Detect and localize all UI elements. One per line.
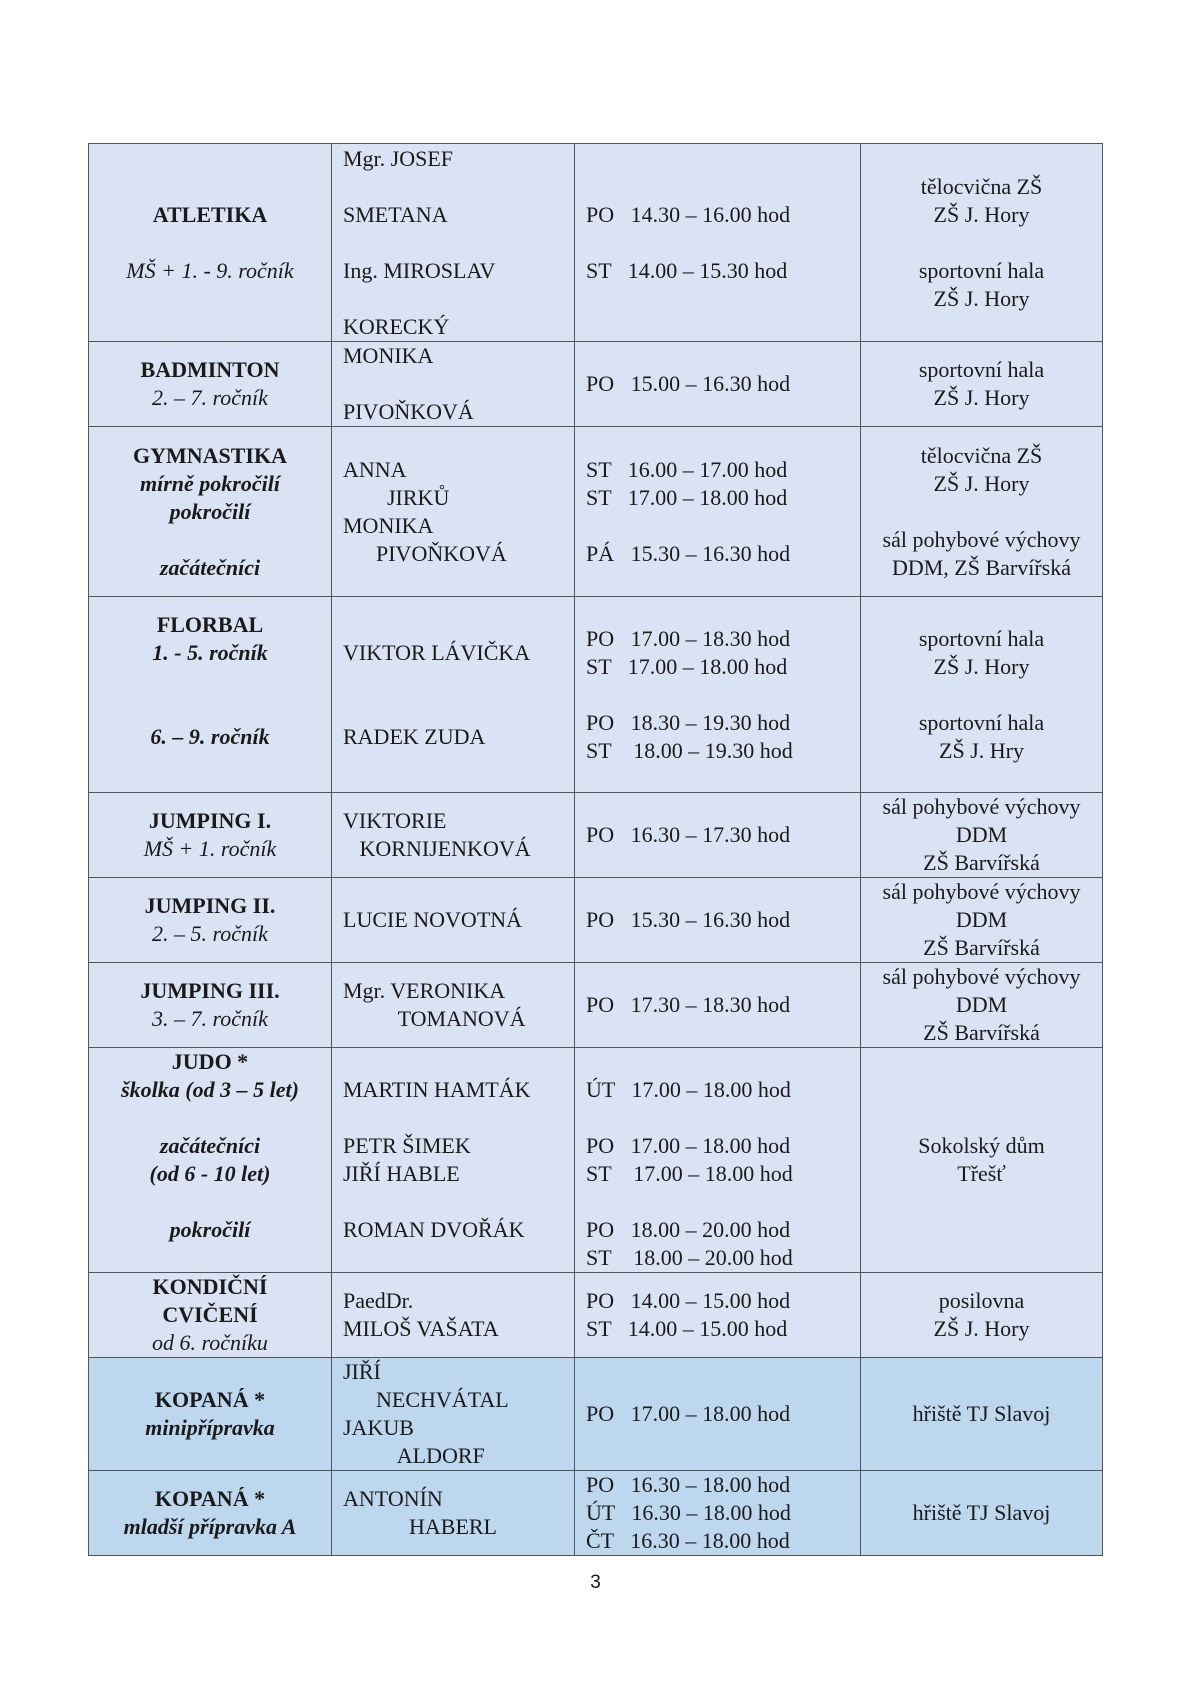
cell-line: ZŠ J. Hry [939, 737, 1024, 763]
cell-line: PO 17.00 – 18.00 hod [586, 1133, 791, 1158]
cell-line [861, 229, 1102, 257]
location-cell [861, 1358, 1103, 1471]
cell-line [586, 1188, 860, 1216]
activity-cell [89, 597, 332, 793]
cell-line [89, 1104, 331, 1132]
cell-line [89, 667, 331, 695]
cell-line: DDM [955, 822, 1008, 847]
activity-cell [89, 878, 332, 963]
cell-line: sportovní hala [918, 257, 1045, 283]
cell-line: sál pohybové výchovy [882, 879, 1081, 904]
cell-line: ČT 16.30 – 18.00 hod [586, 1528, 790, 1553]
cell-line [586, 681, 860, 709]
cell-line: DDM [955, 907, 1008, 932]
cell-line: 1. - 5. ročník [152, 639, 268, 665]
location-cell [861, 1273, 1103, 1358]
cell-line: DDM [955, 992, 1008, 1017]
cell-line [861, 681, 1102, 709]
cell-line: JUMPING II. [144, 893, 276, 918]
cell-line: minipřípravka [145, 1415, 275, 1440]
cell-line: sál pohybové výchovy [882, 794, 1081, 819]
cell-line: Třešť [957, 1161, 1006, 1186]
cell-line [89, 695, 331, 723]
cell-line: Mgr. VERONIKA [343, 978, 506, 1003]
cell-line: ZŠ J. Hory [933, 1316, 1030, 1341]
cell-line: PO 18.00 – 20.00 hod [586, 1217, 791, 1242]
cell-line [586, 1048, 860, 1076]
cell-line: ZŠ J. Hory [933, 470, 1030, 496]
time-cell [575, 597, 861, 793]
instructor-cell [332, 144, 575, 342]
cell-line [343, 285, 574, 313]
cell-line [343, 1244, 574, 1272]
cell-line [343, 751, 574, 779]
cell-line: KORECKÝ [343, 313, 450, 339]
cell-line: ROMAN DVOŘÁK [343, 1217, 525, 1242]
cell-line: MILOŠ VAŠATA [343, 1316, 499, 1341]
cell-line: PaedDr. [343, 1288, 414, 1313]
time-cell [575, 427, 861, 597]
cell-line: TOMANOVÁ [343, 1006, 526, 1031]
cell-line: sál pohybové výchovy [882, 526, 1081, 552]
cell-line: PO 14.00 – 15.00 hod [586, 1288, 791, 1313]
cell-line: začátečníci [159, 554, 261, 580]
cell-line: ST 18.00 – 19.30 hod [586, 737, 793, 763]
cell-line [89, 229, 331, 257]
instructor-cell [332, 878, 575, 963]
cell-line [89, 1244, 331, 1272]
cell-line: JIŘÍ [343, 1359, 381, 1384]
cell-line: pokročilí [169, 498, 251, 524]
cell-line: DDM, ZŠ Barvířská [891, 554, 1072, 580]
cell-line: PO 17.00 – 18.00 hod [586, 1401, 791, 1426]
activity-cell [89, 793, 332, 878]
cell-line: ZŠ Barvířská [923, 935, 1040, 960]
instructor-cell [332, 427, 575, 597]
cell-line: ALDORF [343, 1443, 485, 1468]
schedule-table [88, 143, 1103, 1556]
cell-line: MŠ + 1. ročník [143, 836, 277, 861]
schedule-row [89, 793, 1103, 878]
cell-line [89, 751, 331, 779]
cell-line: ST 17.00 – 18.00 hod [586, 484, 788, 510]
cell-line: školka (od 3 – 5 let) [121, 1077, 299, 1102]
time-cell [575, 793, 861, 878]
cell-line: JUMPING I. [148, 808, 272, 833]
cell-line: GYMNASTIKA [132, 442, 287, 468]
activity-cell [89, 342, 332, 427]
location-cell [861, 144, 1103, 342]
cell-line: PO 17.30 – 18.30 hod [586, 992, 791, 1017]
cell-line: VIKTORIE [343, 808, 447, 833]
time-cell [575, 1358, 861, 1471]
cell-line [343, 229, 574, 257]
schedule-row [89, 1048, 1103, 1273]
cell-line [586, 229, 860, 257]
location-cell [861, 427, 1103, 597]
activity-cell [89, 963, 332, 1048]
instructor-cell [332, 793, 575, 878]
activity-cell [89, 1471, 332, 1556]
schedule-row [89, 427, 1103, 597]
cell-line: PO 15.00 – 16.30 hod [586, 371, 791, 396]
cell-line: tělocvična ZŠ [920, 442, 1043, 468]
cell-line: KOPANÁ * [154, 1486, 266, 1511]
cell-line: ANNA [343, 456, 407, 482]
cell-line: sportovní hala [918, 357, 1045, 382]
cell-line: sportovní hala [918, 709, 1045, 735]
time-cell [575, 342, 861, 427]
time-cell [575, 1048, 861, 1273]
cell-line: KOPANÁ * [154, 1387, 266, 1412]
instructor-cell [332, 597, 575, 793]
cell-line [89, 1188, 331, 1216]
cell-line: tělocvična ZŠ [920, 173, 1043, 199]
activity-cell [89, 427, 332, 597]
schedule-row [89, 1471, 1103, 1556]
cell-line: mírně pokročilí [140, 470, 280, 496]
cell-line [343, 173, 574, 201]
location-cell [861, 793, 1103, 878]
cell-line [343, 1104, 574, 1132]
cell-line [343, 1048, 574, 1076]
cell-line: Mgr. JOSEF [343, 145, 454, 171]
cell-line: VIKTOR LÁVIČKA [343, 639, 531, 665]
cell-line: HABERL [343, 1514, 497, 1539]
cell-line: Sokolský dům [918, 1133, 1045, 1158]
time-cell [575, 878, 861, 963]
cell-line: hřiště TJ Slavoj [912, 1500, 1051, 1525]
cell-line: ÚT 17.00 – 18.00 hod [586, 1077, 791, 1102]
cell-line: SMETANA [343, 201, 448, 227]
cell-line: začátečníci [159, 1133, 261, 1158]
cell-line: Ing. MIROSLAV [343, 257, 496, 283]
cell-line: KORNIJENKOVÁ [343, 836, 531, 861]
cell-line: ZŠ Barvířská [923, 850, 1040, 875]
cell-line [343, 370, 574, 398]
cell-line: PO 17.00 – 18.30 hod [586, 625, 791, 651]
cell-line: sál pohybové výchovy [882, 964, 1081, 989]
schedule-row [89, 1358, 1103, 1471]
cell-line: ST 17.00 – 18.00 hod [586, 653, 788, 679]
cell-line: ST 16.00 – 17.00 hod [586, 456, 788, 482]
cell-line: 2. – 7. ročník [152, 385, 268, 410]
cell-line: hřiště TJ Slavoj [912, 1401, 1051, 1426]
schedule-row [89, 144, 1103, 342]
cell-line [343, 695, 574, 723]
cell-line: JUMPING III. [140, 978, 280, 1003]
cell-line: PIVOŇKOVÁ [343, 399, 474, 424]
cell-line: JIŘÍ HABLE [343, 1161, 460, 1186]
cell-line: ST 14.00 – 15.00 hod [586, 1316, 788, 1341]
cell-line: ZŠ J. Hory [933, 201, 1030, 227]
cell-line: 2. – 5. ročník [152, 921, 268, 946]
cell-line: LUCIE NOVOTNÁ [343, 907, 523, 932]
activity-cell [89, 1358, 332, 1471]
cell-line [586, 1104, 860, 1132]
cell-line: ST 14.00 – 15.30 hod [586, 257, 788, 283]
cell-line [89, 173, 331, 201]
cell-line: PETR ŠIMEK [343, 1133, 471, 1158]
time-cell [575, 144, 861, 342]
cell-line: PO 14.30 – 16.00 hod [586, 201, 791, 227]
cell-line: PO 15.30 – 16.30 hod [586, 907, 791, 932]
cell-line: MŠ + 1. - 9. ročník [126, 257, 294, 283]
cell-line: mladší přípravka A [123, 1514, 297, 1539]
instructor-cell [332, 1273, 575, 1358]
activity-cell [89, 1048, 332, 1273]
cell-line: ÚT 16.30 – 18.00 hod [586, 1500, 791, 1525]
cell-line: MONIKA [343, 343, 434, 368]
location-cell [861, 597, 1103, 793]
schedule-row [89, 963, 1103, 1048]
cell-line: (od 6 - 10 let) [149, 1161, 271, 1186]
schedule-row [89, 597, 1103, 793]
instructor-cell [332, 1471, 575, 1556]
time-cell [575, 1273, 861, 1358]
instructor-cell [332, 1048, 575, 1273]
location-cell [861, 878, 1103, 963]
instructor-cell [332, 963, 575, 1048]
location-cell [861, 342, 1103, 427]
cell-line: ANTONÍN [343, 1486, 443, 1511]
cell-line: MONIKA [343, 512, 434, 538]
cell-line [343, 1188, 574, 1216]
cell-line: ST 18.00 – 20.00 hod [586, 1245, 793, 1270]
cell-line: ST 17.00 – 18.00 hod [586, 1161, 793, 1186]
location-cell [861, 1471, 1103, 1556]
schedule-row [89, 878, 1103, 963]
schedule-row [89, 1273, 1103, 1358]
cell-line: ZŠ J. Hory [933, 653, 1030, 679]
cell-line [343, 611, 574, 639]
cell-line: MARTIN HAMTÁK [343, 1077, 531, 1102]
location-cell [861, 1048, 1103, 1273]
cell-line: PO 16.30 – 17.30 hod [586, 822, 791, 847]
cell-line: 6. – 9. ročník [150, 723, 270, 749]
cell-line [89, 526, 331, 554]
cell-line [586, 512, 860, 540]
cell-line: BADMINTON [140, 357, 280, 382]
cell-line: ZŠ Barvířská [923, 1020, 1040, 1045]
cell-line: posilovna [938, 1288, 1025, 1313]
time-cell [575, 1471, 861, 1556]
location-cell [861, 963, 1103, 1048]
cell-line [586, 285, 860, 313]
cell-line: PIVOŇKOVÁ [343, 540, 507, 566]
schedule-row [89, 342, 1103, 427]
cell-line [861, 498, 1102, 526]
cell-line: PO 18.30 – 19.30 hod [586, 709, 791, 735]
cell-line: sportovní hala [918, 625, 1045, 651]
cell-line: ZŠ J. Hory [933, 385, 1030, 410]
cell-line: pokročilí [169, 1217, 251, 1242]
activity-cell [89, 144, 332, 342]
time-cell [575, 963, 861, 1048]
instructor-cell [332, 1358, 575, 1471]
cell-line: JUDO * [171, 1049, 249, 1074]
cell-line: PÁ 15.30 – 16.30 hod [586, 540, 791, 566]
cell-line: PO 16.30 – 18.00 hod [586, 1472, 791, 1497]
activity-cell [89, 1273, 332, 1358]
cell-line: CVIČENÍ [162, 1302, 258, 1327]
instructor-cell [332, 342, 575, 427]
cell-line: ZŠ J. Hory [933, 285, 1030, 311]
cell-line: 3. – 7. ročník [152, 1006, 268, 1031]
cell-line: RADEK ZUDA [343, 723, 486, 749]
cell-line: NECHVÁTAL [343, 1387, 509, 1412]
page-number: 3 [590, 1572, 601, 1593]
cell-line: FLORBAL [156, 611, 264, 637]
cell-line: JAKUB [343, 1415, 414, 1440]
cell-line [343, 667, 574, 695]
cell-line: ATLETIKA [152, 201, 268, 227]
cell-line: od 6. ročníku [152, 1330, 268, 1355]
cell-line: JIRKŮ [343, 484, 450, 510]
cell-line: KONDIČNÍ [152, 1274, 268, 1299]
cell-line [89, 285, 331, 313]
cell-line [586, 173, 860, 201]
